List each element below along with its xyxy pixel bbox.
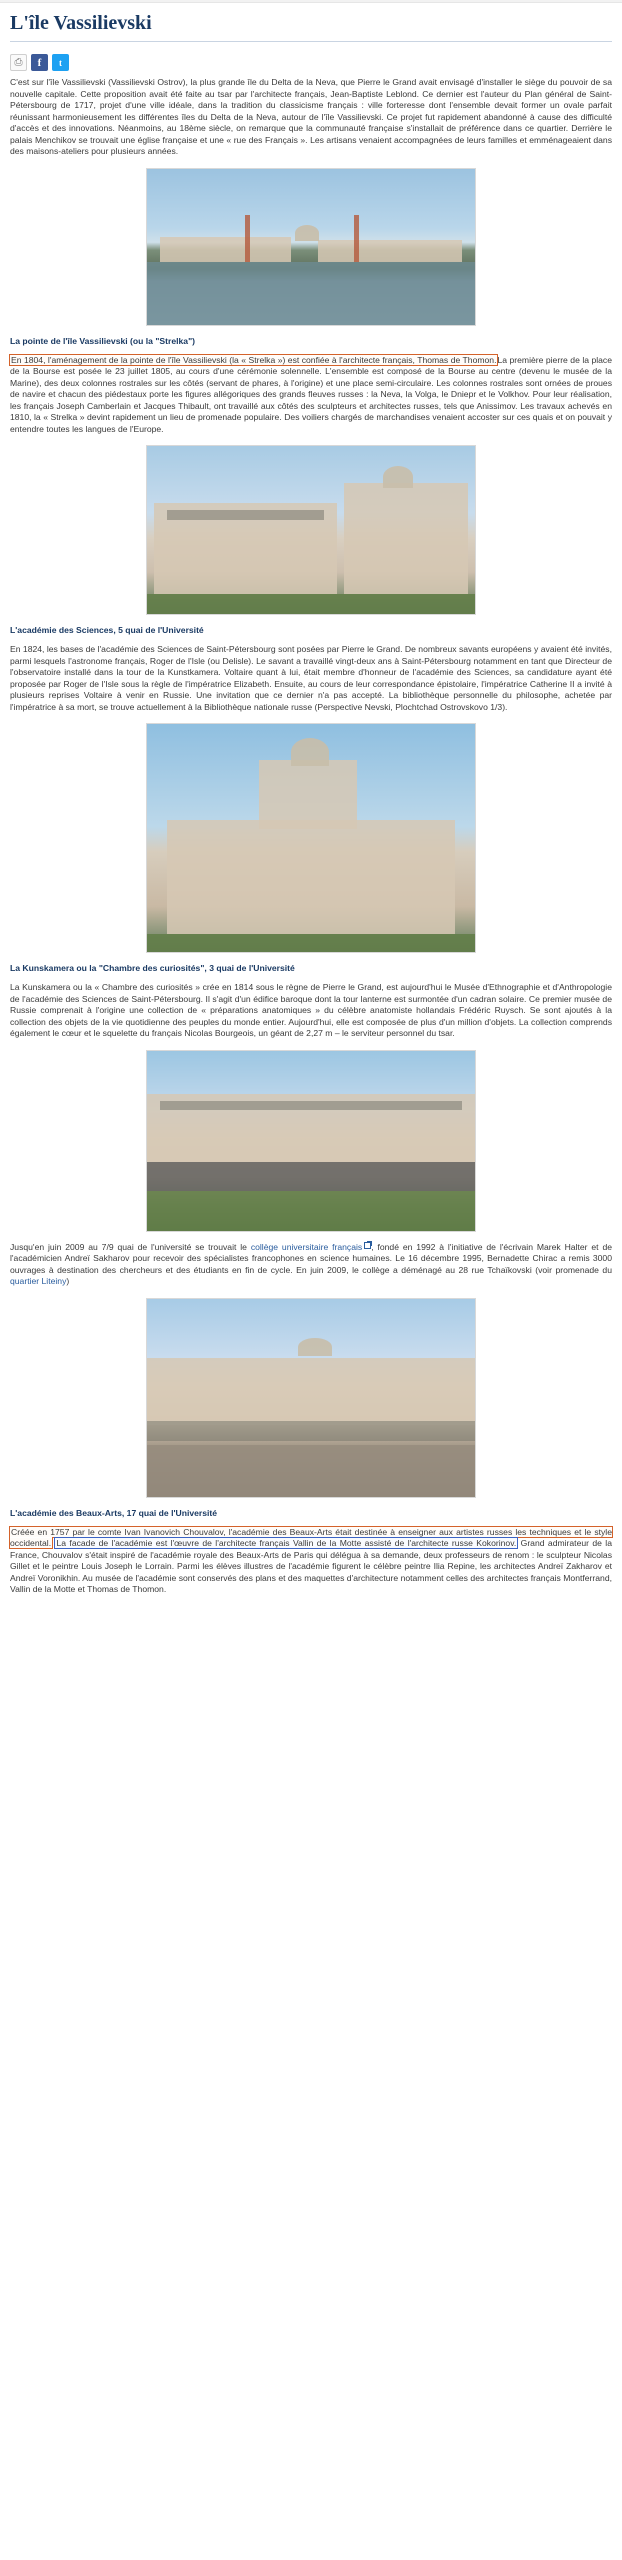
external-link-icon [364, 1242, 371, 1249]
caption-academie-sciences: L'académie des Sciences, 5 quai de l'Université [10, 625, 204, 635]
article-content [0, 77, 622, 1625]
printer-icon[interactable]: ⎙ [10, 54, 27, 71]
college-universitaire-link[interactable]: collège universitaire français [250, 1241, 363, 1252]
facebook-share-button[interactable]: f [31, 54, 48, 71]
photo-kunstkamera [146, 723, 476, 953]
beaux-arts-text-end: Grand admirateur de la France, Chouvalov s'était inspiré de l'académie royale des Beaux-Arts de Paris qui délégua à sa demande, deux professeurs de renom : le sculpteur Nicolas Gillet et le peintre Louis Joseph le Lorrain. Parmi les élèves illustres de l'académie figurent le célèbre peintre Ilia Repine, les architectes Andreï Zakharov et Andreï Voronikhin. Au musée de l'académie sont conservés des plans et des maquettes d'architecture notamment celles des architectes français Montferrand, Vallin de la Motte et Thomas de Thomon. [10, 1538, 612, 1594]
photo-academie-sciences [146, 445, 476, 615]
title-area [0, 3, 622, 52]
college-text-after: , fondé en 1992 à l'initiative de l'écrivain Marek Halter et de l'académicien Andreï Sakharov pour recevoir des spécialistes francophones en science humaines. Le 16 décembre 1995, Bernadette Chirac a remis 3000 ouvrages à destination des chercheurs et des étudiants en fin de cycle. En juin 2009, le collège a déménagé au 28 rue Tchaïkovski (voir promenade du [10, 1241, 612, 1275]
share-toolbar [0, 52, 622, 77]
college-text-end: ) [66, 1276, 70, 1286]
strelka-body: La première pierre de la place de la Bourse est posée le 23 juillet 1805, au cours d'une cérémonie solennelle. L'ensemble est composé de la Bourse au centre (devenu le musée de la Marine), des deux colonnes rostrales sur les côtés (servant de phares, à l'origine) et une place semi-circulaire. Les colonnes rostrales sont ornées de proues de navire et chacun des piédestaux porte les figures allégoriques des grands fleuves russes : la Neva, la Volga, le Dniepr et le Volkhov. Pour leur réalisation, les français Joseph Camberlain et Jacques Thibault, ont travaillé aux côtés des sculpteurs et architectes russes, tels que Anissimov. Les travaux achevés en 1810, la « Strelka » devint rapidement un lieu de promenade populaire. Des voiliers chargés de marchandises venaient accoster sur ces quais et on pouvait y entendre toutes les langues de l'Europe. [10, 354, 613, 434]
beaux-arts-paragraph [10, 1527, 612, 1596]
kunstkamera-paragraph: La Kunskamera ou la « Chambre des curiosités » crée en 1814 sous le règne de Pierre le Grand, est aujourd'hui le Musée d'Ethnographie et d'Anthropologie de l'académie des Sciences de Saint-Pétersbourg. Il s'agit d'un édifice baroque dont la tour lanterne est surmontée d'un cadran solaire. Ce premier musée de Russie comprenait à l'origine une collection de « préparations anatomiques » du célèbre anatomiste hollandais Frédéric Ruysch. Se sont ajoutés à la collection des objets de la vie quotidienne des peuples du monde entier. Aujourd'hui, elle est composée de plus d'un million d'objets. La collection comprends également le cœur et le squelette du français Nicolas Bourgeois, un géant de 2,27 m – le serviteur personnel du tsar. [10, 982, 612, 1038]
highlight-beaux-arts-start: Créée en 1757 par le comte Ivan Ivanovich Chouvalov, l'académie des Beaux-Arts était destinée à enseigner aux artistes russes les techniques et le style occidental. [10, 1526, 612, 1548]
photo-strelka [146, 168, 476, 326]
caption-beaux-arts: L'académie des Beaux-Arts, 17 quai de l'Université [10, 1507, 218, 1518]
highlight-facade-academie: La facade de l'académie est l'œuvre de l'architecte français Vallin de la Motte assisté de l'architecte russe Kokorinov. [56, 1538, 517, 1548]
college-text-before: Jusqu'en juin 2009 au 7/9 quai de l'université se trouvait le [10, 1241, 251, 1252]
page-title: L'île Vassilievski [10, 12, 152, 34]
twitter-share-button[interactable]: t [52, 54, 69, 71]
caption-kunstkamera: La Kunskamera ou la "Chambre des curiosités", 3 quai de l'Université [10, 963, 295, 973]
intro-paragraph: C'est sur l'île Vassilievski (Vassilievski Ostrov), la plus grande île du Delta de la Neva, que Pierre le Grand avait envisagé d'installer le siège du pouvoir de sa nouvelle capitale. Cette proposition avait été faite au tsar par l'architecte français, Jean-Baptiste Leblond. Ce dernier est l'auteur du Plan général de Saint-Pétersbourg de 1717, projet d'une ville idéale, dans la tradition du classicisme français : ville forteresse dont l'ensemble devait former un ovale parfait réunissant harmonieusement les différentes îles du Delta de la Neva, autour de l'île Vassilievski. Ce projet fut rapidement abandonné à cause des difficulté d'accès et des innovations. Néanmoins, au 18ème siècle, on remarque que la communauté française s'installait de préférence dans ce quartier. Derrière le palais Menchikov se trouvait une église française et une « rue des Français ». Les artisans venaient accompagnées de leurs familles et emménageaient dans des maisons-ateliers pour plusieurs années. [10, 77, 612, 156]
highlight-strelka: En 1804, l'aménagement de la pointe de l'île Vassilievski (la « Strelka ») est confiée à l'architecte français, Thomas de Thomon. [11, 354, 497, 365]
caption-strelka: La pointe de l'île Vassilievski (ou la "Strelka") [10, 335, 196, 346]
quartier-liteiny-link[interactable]: quartier Liteiny [10, 1276, 67, 1286]
academie-sciences-paragraph: En 1824, les bases de l'académie des Sciences de Saint-Pétersbourg sont posées par Pierre le Grand. De nombreux savants européens y avaient été invités, parmi lesquels l'astronome français, Roger de l'Isle (ou Delisle). Le savant a travaillé vingt-deux ans à Saint-Pétersbourg notamment en tant que Directeur de l'observatoire installé dans la tour de la Kunstkamera. Voltaire quant à lui, était membre d'honneur de l'académie des Sciences, sa candidature ayant été proposée par Roger de l'Isle sous la règle de l'impératrice Elizabeth. Ensuite, au cours de leur correspondance épistolaire, l'impératrice Catherine II a invité à plusieurs reprises Voltaire à venir en Russie. Une invitation que ce dernier n'a pas accepté. La bibliothèque personnelle du philosophe, achetée par l'impératrice à sa mort, se trouve actuellement à la Bibliothèque nationale russe (Perspective Nevski, Plochtchad Ostrovskovo 1/3). [10, 644, 612, 712]
college-paragraph [10, 1242, 612, 1288]
photo-college [146, 1050, 476, 1232]
title-underline [10, 41, 612, 42]
photo-beaux-arts [146, 1298, 476, 1498]
strelka-paragraph [10, 355, 612, 436]
